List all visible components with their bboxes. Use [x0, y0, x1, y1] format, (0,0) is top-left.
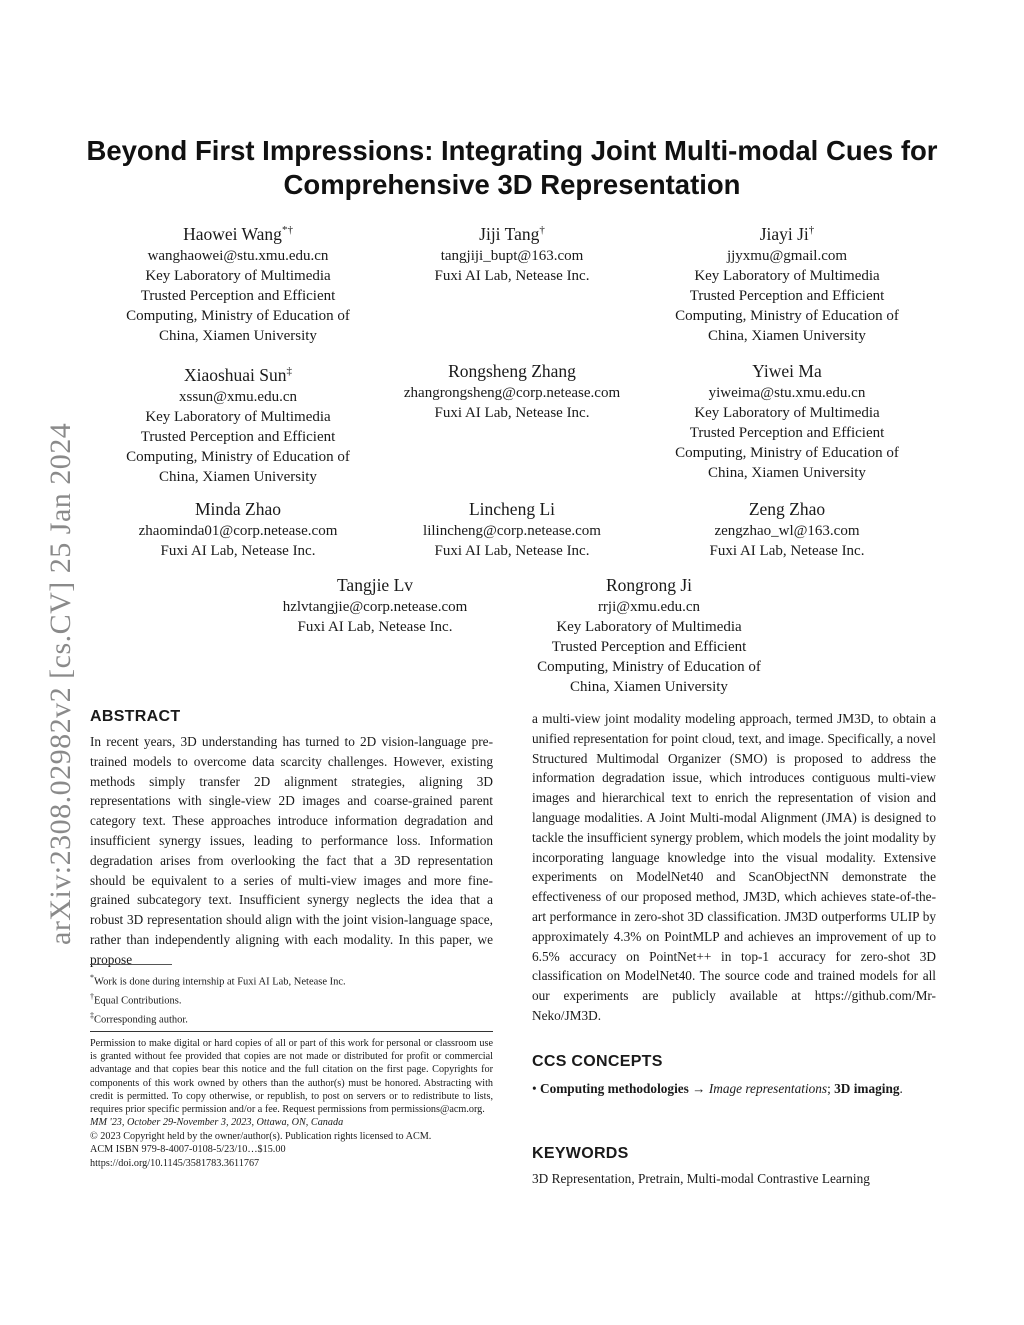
author-email[interactable]: jjyxmu@gmail.com [726, 247, 848, 264]
author [103, 497, 373, 561]
author-name-text: Minda Zhao [194, 499, 282, 519]
author [377, 359, 647, 423]
author-name-text: Xiaoshuai Sun [183, 364, 287, 385]
author [377, 218, 647, 286]
author-footnote-mark: *† [281, 224, 293, 236]
author-name [652, 359, 922, 383]
author-name [652, 218, 922, 246]
title-line-1: Beyond First Impressions: Integrating Joint Multi-modal Cues for [86, 135, 938, 166]
author-affiliation: Trusted Perception and Efficient [140, 428, 336, 445]
author-name-text: Jiji Tang [479, 223, 540, 244]
author-affiliation: Fuxi AI Lab, Netease Inc. [434, 267, 590, 284]
author-email[interactable]: wanghaowei@stu.xmu.edu.cn [147, 247, 329, 264]
permission-rule [90, 1031, 493, 1032]
author-name-text: Rongsheng Zhang [448, 361, 576, 381]
isbn-line: ACM ISBN 979-8-4007-0108-5/23/10…$15.00 [90, 1144, 286, 1156]
author-affiliation: Computing, Ministry of Education of [675, 445, 899, 461]
author-name [652, 497, 922, 521]
author-name [377, 497, 647, 521]
author [377, 497, 647, 561]
author-name [240, 573, 510, 597]
author-affiliation: Fuxi AI Lab, Netease Inc. [297, 619, 453, 635]
author-name [103, 497, 373, 521]
author-affiliation: Trusted Perception and Efficient [551, 639, 747, 655]
author-affiliation: Trusted Perception and Efficient [689, 425, 885, 441]
author-affiliation: Computing, Ministry of Education of [537, 659, 761, 675]
ccs-arrow: → [688, 1081, 709, 1096]
conference-info: MM '23, October 29-November 3, 2023, Ottawa, ON, Canada [90, 1117, 344, 1129]
ccs-section [532, 1053, 936, 1099]
footnote-text: Equal Contributions. [94, 995, 182, 1007]
permission-block [90, 1031, 493, 1171]
author-name [377, 359, 647, 383]
author-affiliation: Fuxi AI Lab, Netease Inc. [160, 543, 316, 559]
arxiv-identifier: arXiv:2308.02982v2 [cs.CV] 25 Jan 2024 [44, 422, 77, 945]
author [652, 497, 922, 561]
author-email[interactable]: hzlvtangjie@corp.netease.com [282, 599, 468, 615]
author-email[interactable]: rrji@xmu.edu.cn [597, 599, 701, 615]
abstract-text-left: In recent years, 3D understanding has turned to 2D vision-language pre-trained models to overcome data scarcity challenges. However, existing methods simply transfer 2D alignment strategies, aligning 3D representations with single-view 2D images and coarse-grained parent category text. These approaches introduce information degradation and insufficient synergy issues, leading to performance loss. Information degradation arises from overlooking the fact that a 3D representation should be equivalent to a series of multi-view images and more fine-grained subcategory text. Insufficient synergy neglects the idea that a robust 3D representation should align with the joint vision-language space, rather than independently aligning with each modality. In this paper, we propose [90, 734, 493, 967]
abstract-text-right: a multi-view joint modality modeling approach, termed JM3D, to obtain a unified representation for point cloud, text, and image. Specifically, a novel Structured Multimodal Organizer (SMO) is proposed to address the information degradation issue, which introduces contiguous multi-view images and hierarchical text to enrich the representation of vision and language modalities. A Joint Multi-modal Alignment (JMA) is designed to tackle the insufficient synergy problem, which models the joint modality by incorporating language knowledge into the visual modality. Extensive experiments on ModelNet40 and ScanObjectNN demonstrate the effectiveness of our proposed method, JM3D, which achieves state-of-the-art performance in zero-shot 3D classification. JM3D outperforms ULIP by approximately 4.3% on PointMLP and achieves an improvement of up to 6.5% accuracy on PointNet++ in top-1 accuracy for zero-shot 3D classification on ModelNet40. The source code and trained models for all our experiments are publicly available at https://github.com/Mr-Neko/JM3D. [532, 711, 936, 1023]
ccs-bullet: • [532, 1081, 540, 1096]
author-footnote-mark: † [808, 224, 815, 236]
footnote-text: Work is done during internship at Fuxi AI Lab, Netease Inc. [94, 976, 346, 988]
author-affiliation: Computing, Ministry of Education of [126, 307, 350, 324]
author [652, 218, 922, 346]
author-affiliation: Key Laboratory of Multimedia [694, 267, 880, 284]
author-affiliation: China, Xiamen University [159, 327, 317, 344]
author-affiliation: Trusted Perception and Efficient [689, 287, 885, 304]
author-affiliation: Key Laboratory of Multimedia [556, 619, 742, 635]
keywords-text: 3D Representation, Pretrain, Multi-modal Contrastive Learning [532, 1171, 870, 1186]
author-name-text: Haowei Wang [183, 223, 282, 244]
keywords-heading: KEYWORDS [532, 1145, 629, 1162]
ccs-separator: ; [827, 1081, 835, 1096]
author-name [514, 573, 784, 597]
author [652, 359, 922, 483]
author-affiliation: Fuxi AI Lab, Netease Inc. [434, 405, 590, 421]
author-footnote-mark: † [539, 224, 545, 236]
abstract-right-column [532, 709, 936, 1026]
footnote [90, 971, 493, 990]
ccs-concepts [532, 1079, 936, 1099]
author-name-text: Rongrong Ji [605, 575, 693, 595]
author-affiliation: Fuxi AI Lab, Netease Inc. [709, 543, 865, 559]
footnote [90, 990, 493, 1009]
author-affiliation: China, Xiamen University [708, 465, 866, 481]
author-email[interactable]: zengzhao_wl@163.com [714, 523, 860, 539]
author-footnote-mark: ‡ [286, 365, 293, 377]
author-name [103, 218, 373, 246]
author-name-text: Lincheng Li [468, 499, 555, 519]
author-affiliation: China, Xiamen University [708, 327, 866, 344]
ccs-concept-3d: 3D imaging [834, 1081, 900, 1096]
author-affiliation: Trusted Perception and Efficient [140, 287, 336, 304]
author [103, 218, 373, 346]
footnote-rule [90, 964, 172, 965]
author-name-text: Tangjie Lv [336, 575, 414, 595]
author [103, 359, 373, 487]
author-email[interactable]: zhaominda01@corp.netease.com [138, 523, 338, 539]
doi-link[interactable]: https://doi.org/10.1145/3581783.3611767 [90, 1158, 260, 1169]
author-affiliation: China, Xiamen University [159, 468, 317, 485]
footnote-mark: * [90, 973, 94, 982]
title-line-2: Comprehensive 3D Representation [283, 169, 741, 200]
footnote-mark: † [90, 992, 94, 1001]
ccs-heading: CCS CONCEPTS [532, 1053, 663, 1070]
footnote [90, 1009, 493, 1028]
ccs-concept-image: Image representations [708, 1081, 828, 1096]
keywords-section [532, 1145, 936, 1189]
author-email[interactable]: tangjiji_bupt@163.com [440, 247, 584, 264]
author-affiliation: Computing, Ministry of Education of [675, 307, 899, 324]
author-affiliation: Computing, Ministry of Education of [126, 448, 350, 465]
ccs-end: . [899, 1081, 903, 1096]
author-affiliation: Key Laboratory of Multimedia [694, 405, 880, 421]
author-affiliation: Key Laboratory of Multimedia [145, 267, 331, 284]
footnote-mark: ‡ [90, 1011, 94, 1020]
permission-text: Permission to make digital or hard copies of all or part of this work for personal or classroom use is granted without fee provided that copies are not made or distributed for profit or commercial advantage and that copies bear this notice and the full citation on the first page. Copyrights for components of this work owned by others than the author(s) must be honored. Abstracting with credit is permitted. To copy otherwise, or republish, to post on servers or to redistribute to lists, requires prior specific permission and/or a fee. Request permissions from permissions@acm.org. [90, 1038, 493, 1116]
footnotes [90, 964, 493, 1028]
author-email[interactable]: zhangrongsheng@corp.netease.com [403, 385, 621, 401]
author-name-text: Jiayi Ji [759, 223, 809, 244]
author-name-text: Yiwei Ma [752, 361, 822, 381]
footnote-text: Corresponding author. [94, 1014, 188, 1026]
ccs-concept-computing: Computing methodologies [539, 1081, 689, 1096]
abstract-heading: ABSTRACT [90, 708, 181, 725]
author-name-text: Zeng Zhao [748, 499, 826, 519]
author-email[interactable]: lilincheng@corp.netease.com [423, 523, 601, 539]
author-name [377, 218, 647, 246]
author-affiliation: Key Laboratory of Multimedia [145, 408, 331, 425]
copyright-line: © 2023 Copyright held by the owner/author(s). Publication rights licensed to ACM. [90, 1130, 432, 1142]
footnote-list [90, 971, 493, 1028]
author-email[interactable]: yiweima@stu.xmu.edu.cn [708, 385, 866, 401]
abstract-left-column [90, 708, 493, 970]
author-name [103, 359, 373, 387]
author-affiliation: China, Xiamen University [570, 679, 728, 695]
author [514, 573, 784, 697]
author [240, 573, 510, 637]
paper-title [60, 134, 964, 202]
author-email[interactable]: xssun@xmu.edu.cn [179, 388, 297, 405]
author-affiliation: Fuxi AI Lab, Netease Inc. [434, 543, 590, 559]
